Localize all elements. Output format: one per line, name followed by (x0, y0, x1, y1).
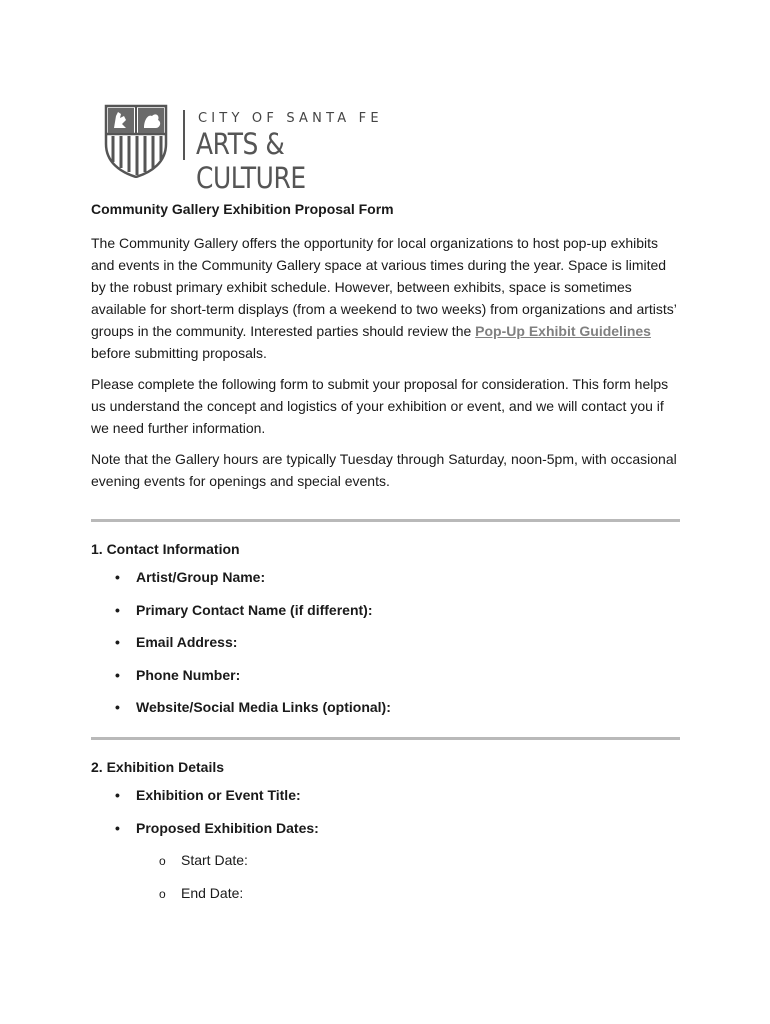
field-label-artist-group-name: Artist/Group Name: (136, 569, 266, 585)
list-item (91, 884, 681, 902)
list-item (91, 568, 681, 586)
intro-paragraph (91, 232, 681, 364)
logo-city-name: CITY OF SANTA FE (198, 111, 383, 126)
sub-bullet: o (159, 886, 166, 901)
list-item (91, 698, 681, 716)
logo-divider (183, 110, 185, 160)
bullet: • (115, 634, 120, 650)
form-title: Community Gallery Exhibition Proposal Form (91, 201, 394, 217)
bullet: • (115, 699, 120, 715)
bullet: • (115, 819, 120, 836)
field-label-primary-contact: Primary Contact Name (if different): (136, 601, 373, 618)
section-exhibition-title: 2. Exhibition Details (91, 759, 225, 775)
field-label-start-date: Start Date: (181, 852, 248, 868)
city-seal-icon (104, 104, 168, 178)
field-label-website: Website/Social Media Links (optional): (136, 699, 391, 715)
section-divider (91, 519, 680, 522)
pop-up-guidelines-link[interactable]: Pop-Up Exhibit Guidelines (475, 323, 651, 339)
bullet: • (115, 601, 120, 618)
city-logo (104, 104, 404, 195)
logo-department-name: ARTS & CULTURE (196, 127, 306, 195)
list-item (91, 601, 681, 619)
list-item (91, 666, 681, 684)
field-label-end-date: End Date: (181, 884, 244, 901)
list-item (91, 633, 681, 651)
instructions-paragraph: Please complete the following form to submit your proposal for consideration. This form helps us understand the concept and logistics of your exhibition or event, and we will contact you if we need further information. (91, 376, 669, 436)
sub-bullet: o (159, 854, 166, 868)
field-label-email: Email Address: (136, 634, 238, 650)
section-contact-title: 1. Contact Information (91, 541, 240, 557)
exhibition-fields-list (91, 786, 681, 837)
date-subfields-list (91, 851, 681, 902)
bullet: • (115, 569, 120, 585)
section-divider (91, 737, 680, 740)
main-content (91, 200, 681, 916)
contact-fields-list (91, 568, 681, 716)
bullet: • (115, 787, 120, 803)
field-label-phone: Phone Number: (136, 666, 241, 683)
intro-text-after-link: before submitting proposals. (91, 345, 267, 361)
field-label-exhibition-title: Exhibition or Event Title: (136, 787, 301, 803)
list-item (91, 851, 681, 869)
list-item (91, 819, 681, 837)
list-item (91, 786, 681, 804)
intro-text-before-link: The Community Gallery offers the opportunity for local organizations to host pop-up exhibits and events in the Community Gallery space at various times during the year. Space is limited by the robust primary exhibit schedule. However, between exhibits, space is sometimes available for short-term displays (from a weekend to two weeks) from organizations and artists’ groups in the community. Interested parties should review the (91, 235, 677, 339)
field-label-proposed-dates: Proposed Exhibition Dates: (136, 819, 319, 836)
gallery-hours-note: Note that the Gallery hours are typically Tuesday through Saturday, noon-5pm, with occasional evening events for openings and special events. (91, 451, 677, 489)
bullet: • (115, 666, 120, 683)
